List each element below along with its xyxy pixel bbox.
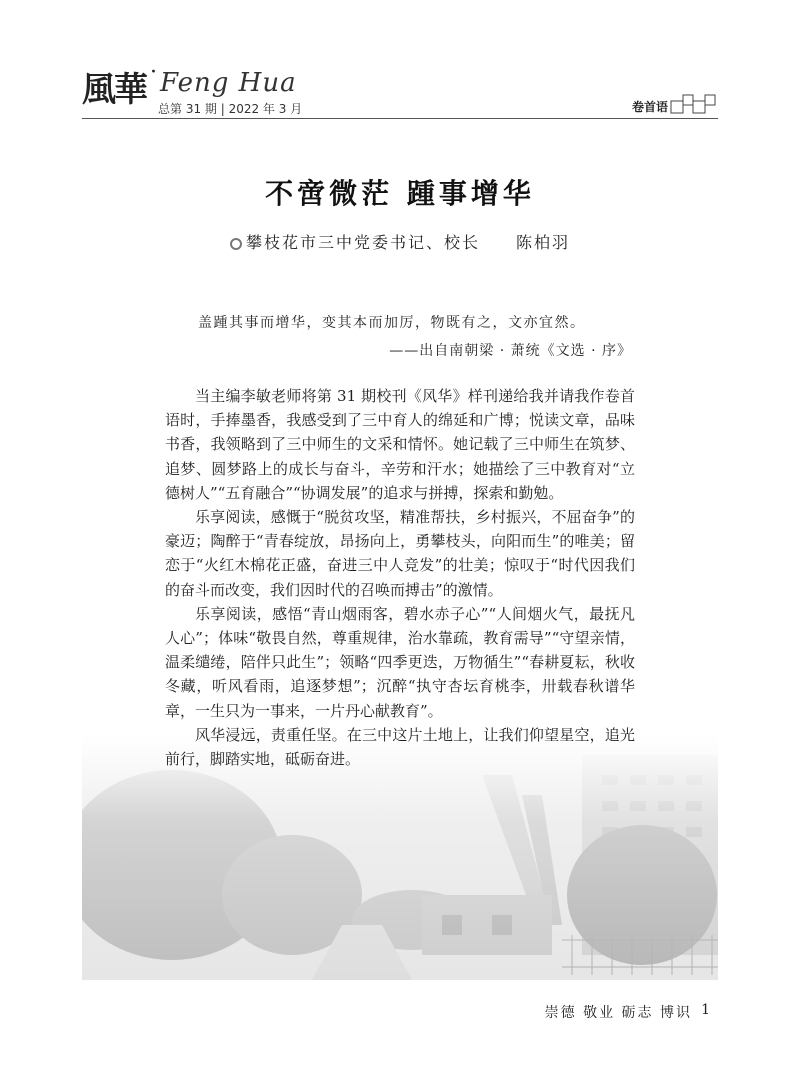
page-number: 1 [701, 1002, 710, 1018]
header-rule [82, 118, 718, 119]
paragraph: 乐享阅读，感慨于“脱贫攻坚，精准帮扶，乡村振兴，不屈奋争”的豪迈；陶醉于“青春绽放，昂扬向上，勇攀枝头，向阳而生”的唯美；留恋于“火红木棉花正盛，奋进三中人竞发”的壮美；惊叹于“时代因我们的奋斗而改变，我们因时代的召唤而搏击”的激情。 [165, 508, 635, 599]
journal-name-en: Feng Hua [160, 68, 297, 98]
journal-logo: 風華 [82, 70, 146, 110]
school-motto: 崇德 敬业 砺志 博识 [544, 1005, 692, 1021]
section-label: 卷首语 [631, 100, 668, 114]
byline [0, 230, 800, 253]
paragraph: 乐享阅读，感悟“青山烟雨客，碧水赤子心”“人间烟火气，最抚凡人心”；体味“敬畏自然，尊重规律，治水靠疏，教育需导”“守望亲情，温柔缱绻，陪伴只此生”；领略“四季更迭，万物循生”“春耕夏耘，秋收冬藏，听风看雨，追逐梦想”；沉醉“执守杏坛育桃李，卅载春秋谱华章，一生只为一事来，一片丹心献教育”。 [165, 604, 635, 720]
article-title: 不啻微茫 踵事增华 [265, 177, 535, 210]
author-name: 陈柏羽 [516, 233, 571, 252]
epigraph-source: ——出自南朝梁 · 萧统《文选 · 序》 [389, 343, 632, 359]
author-position: 攀枝花市三中党委书记、校长 [245, 233, 480, 252]
logo-separator-dot: · [150, 60, 157, 85]
article-body [165, 384, 635, 771]
paragraph: 风华浸远，责重任坚。在三中这片土地上，让我们仰望星空，追光前行，脚踏实地，砥砺奋进。 [165, 725, 635, 769]
issue-info: 总第 31 期 | 2022 年 3 月 [158, 102, 303, 116]
campus-gate-photo [82, 735, 718, 980]
page-header [0, 0, 800, 130]
byline-bullet-icon [230, 238, 242, 250]
epigraph-quote: 盖踵其事而增华，变其本而加厉，物既有之，文亦宜然。 [198, 315, 586, 331]
paragraph: 当主编李敏老师将第 31 期校刊《风华》样刊递给我并请我作卷首语时，手捧墨香，我感受到了三中育人的绵延和广博；悦读文章，品味书香，我领略到了三中师生的文采和情怀。她记载了三中师生在筑梦、追梦、圆梦路上的成长与奋斗，辛劳和汗水；她描绘了三中教育对“立德树人”“五育融合”“协调发展”的追求与拼搏，探索和勤勉。 [165, 387, 635, 502]
header-ornament [670, 93, 718, 115]
